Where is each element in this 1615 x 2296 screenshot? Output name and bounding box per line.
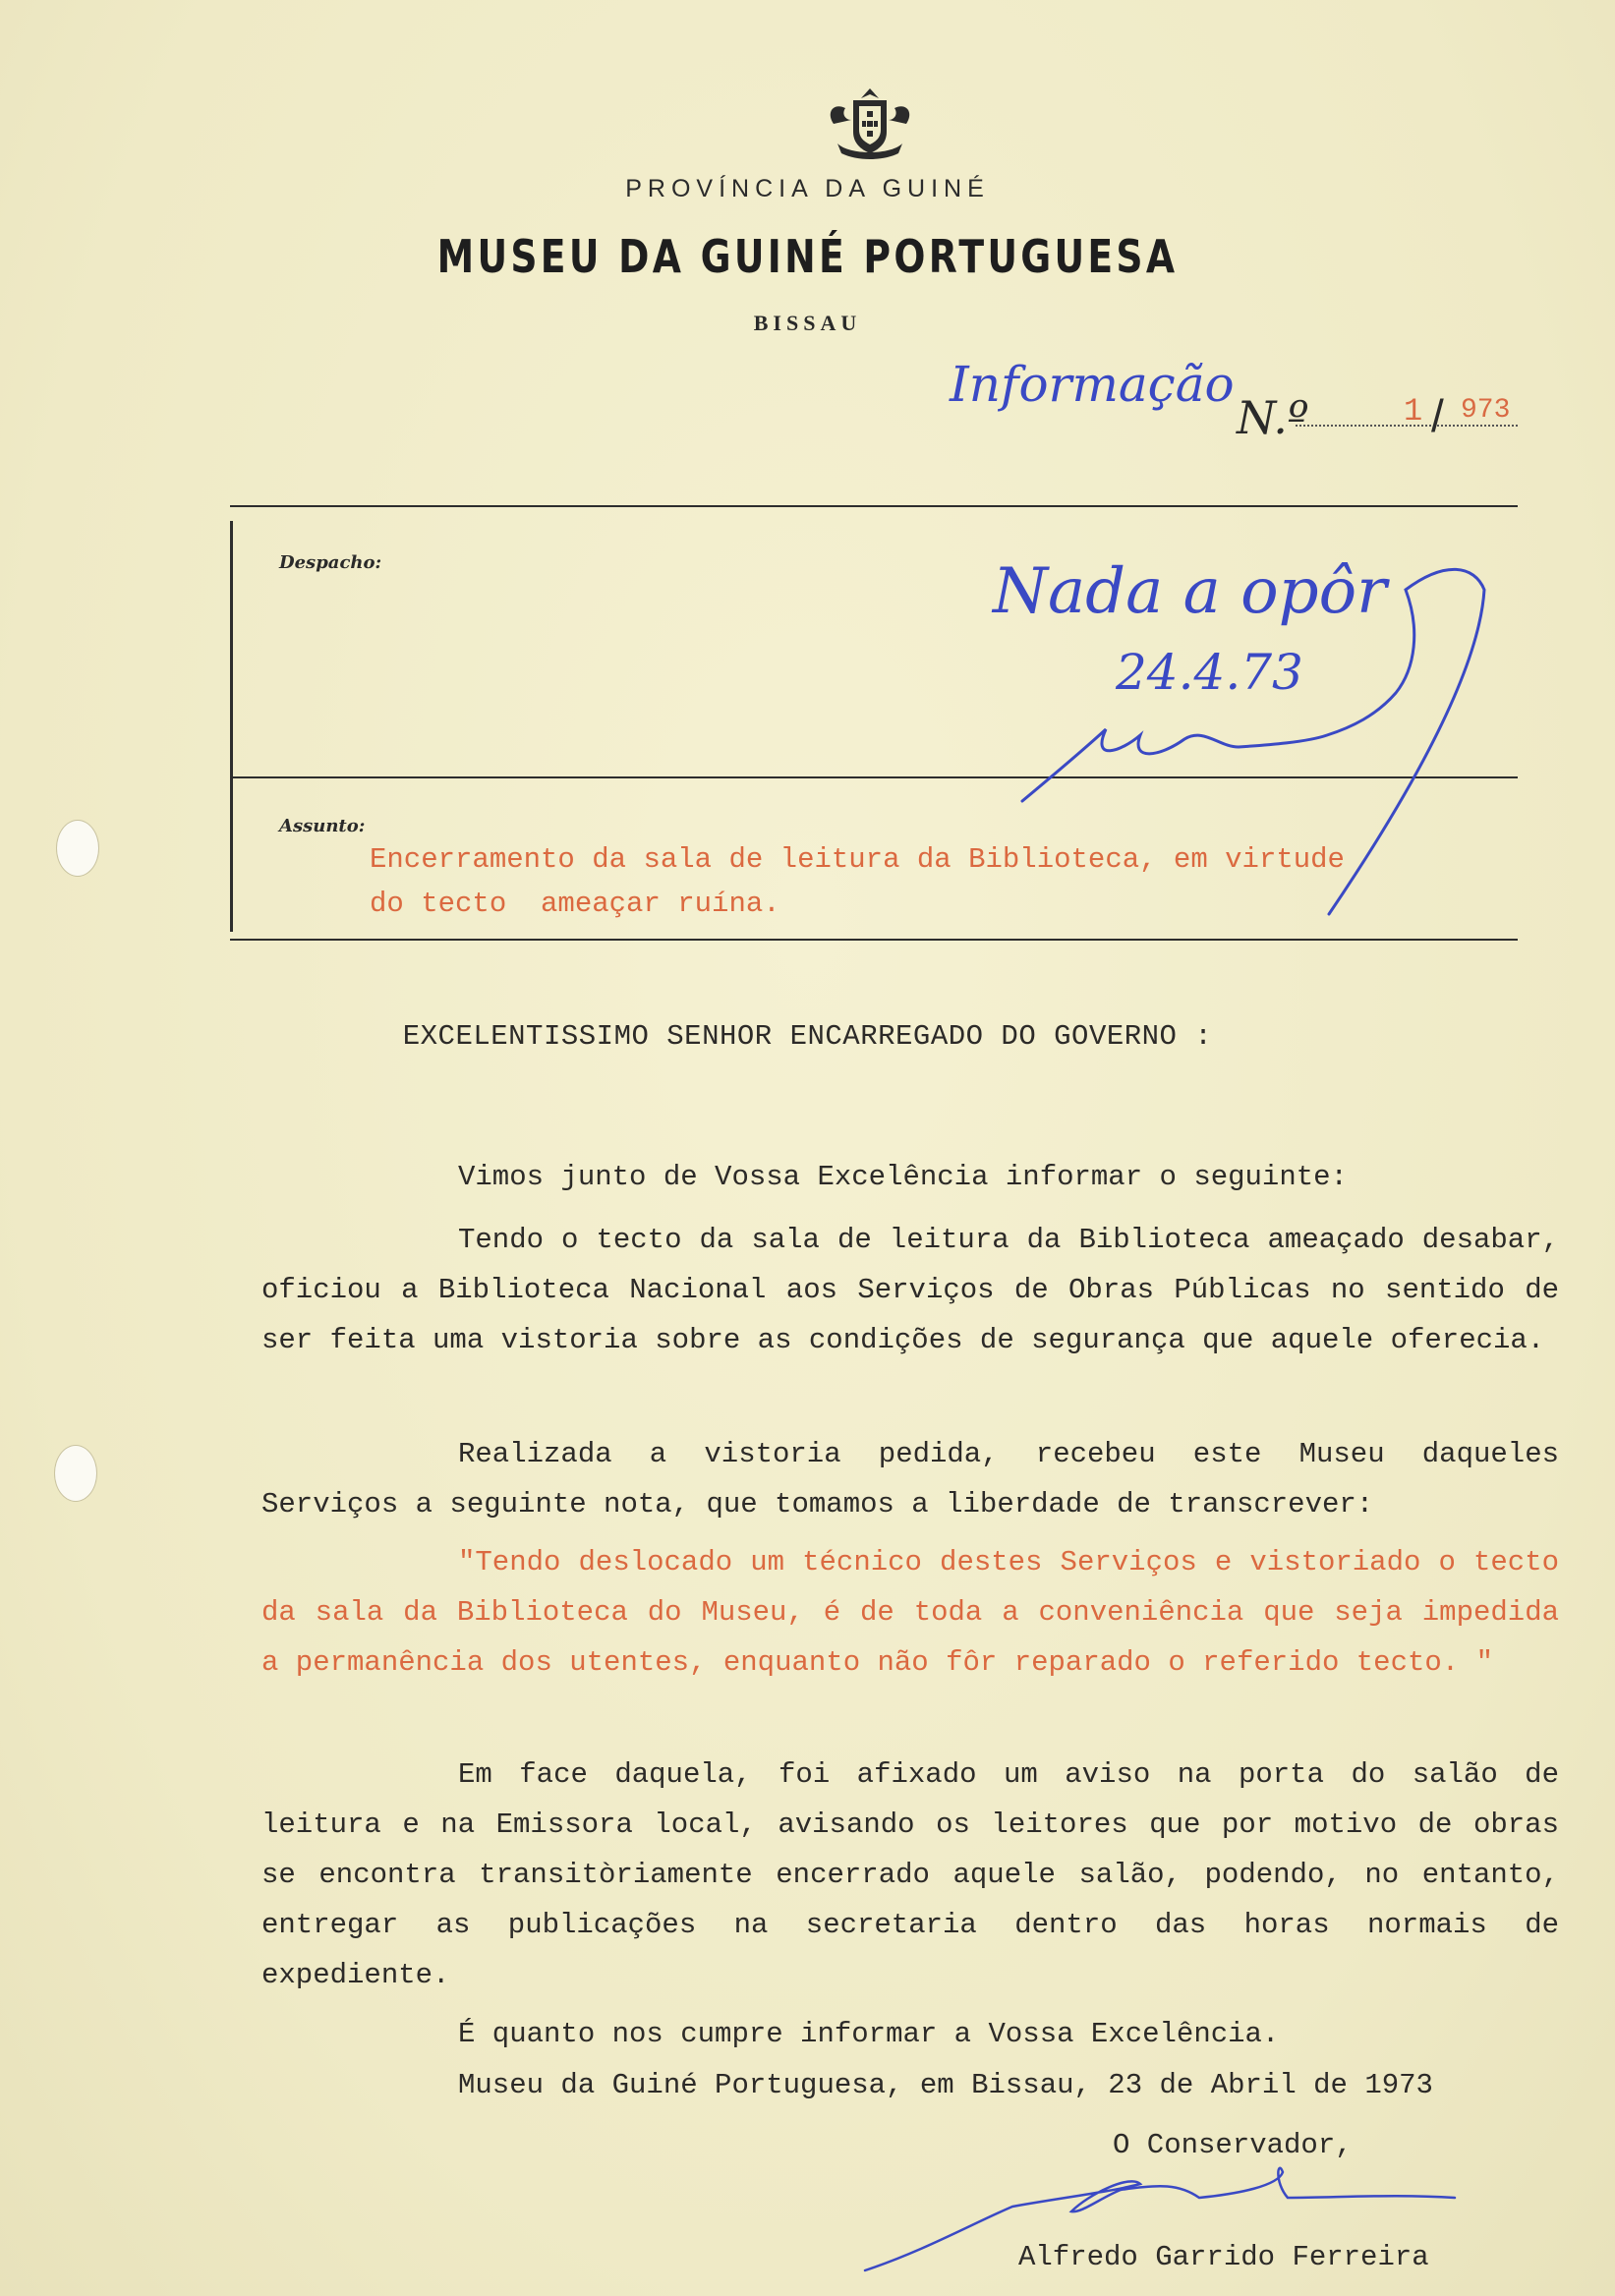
province-heading: PROVÍNCIA DA GUINÉ	[625, 175, 990, 202]
coat-of-arms-icon	[824, 85, 916, 163]
letter-paragraph-3: Em face daquela, foi afixado um aviso na porta do salão de leitura e na Emissora local, avisando os leitores que por motivo de obras se encontra transitòriamente encerrado aquele salão, podendo, no entanto, entregar as publicações na secretaria dentro das horas normais de expediente.	[261, 1758, 1559, 1991]
signatory-title: O Conservador,	[1113, 2129, 1353, 2161]
document-number: 1	[1404, 393, 1423, 430]
box-bottom-rule	[230, 939, 1518, 941]
document-year: 973	[1461, 395, 1511, 426]
despacho-handwritten-decision: Nada a opôr	[993, 555, 1387, 628]
punch-hole-top	[56, 820, 99, 877]
handwritten-document-type: Informação	[950, 356, 1235, 413]
box-left-rule	[230, 521, 233, 932]
salutation: EXCELENTISSIMO SENHOR ENCARREGADO DO GOVERNO :	[402, 1020, 1213, 1053]
city-heading: BISSAU	[753, 311, 862, 335]
signatory-name: Alfredo Garrido Ferreira	[1018, 2241, 1429, 2273]
letter-paragraph-1: Tendo o tecto da sala de leitura da Biblioteca ameaçado desabar, oficiou a Biblioteca Nacional aos Serviços de Obras Públicas no sentido de ser feita uma vistoria sobre as condições de segurança que aquele oferecia.	[261, 1224, 1559, 1356]
box-middle-rule	[230, 776, 1518, 778]
number-sign: N.º	[1237, 391, 1309, 444]
despacho-handwritten-date: 24.4.73	[1116, 644, 1303, 701]
letter-intro: Vimos junto de Vossa Excelência informar o seguinte:	[458, 1161, 1348, 1193]
assunto-label: Assunto:	[279, 816, 366, 836]
letter-closing: É quanto nos cumpre informar a Vossa Excelência.	[458, 2018, 1280, 2050]
subject-text: Encerramento da sala de leitura da Biblioteca, em virtude do tecto ameaçar ruína.	[370, 843, 1345, 920]
despacho-label: Despacho:	[279, 552, 382, 573]
number-separator: /	[1431, 390, 1444, 441]
punch-hole-bottom	[54, 1445, 97, 1502]
letter-paragraph-2: Realizada a vistoria pedida, recebeu este Museu daqueles Serviços a seguinte nota, que tomamos a liberdade de transcrever:	[261, 1438, 1559, 1521]
box-top-rule	[230, 505, 1518, 507]
letter-place-date: Museu da Guiné Portuguesa, em Bissau, 23 de Abril de 1973	[458, 2069, 1433, 2101]
museum-heading: MUSEU DA GUINÉ PORTUGUESA	[436, 230, 1179, 283]
letter-quote: "Tendo deslocado um técnico destes Serviços e vistoriado o tecto da sala da Biblioteca do Museu, é de toda a conveniência que seja impedida a permanência dos utentes, enquanto não fôr reparado o referido tecto. "	[261, 1546, 1559, 1679]
